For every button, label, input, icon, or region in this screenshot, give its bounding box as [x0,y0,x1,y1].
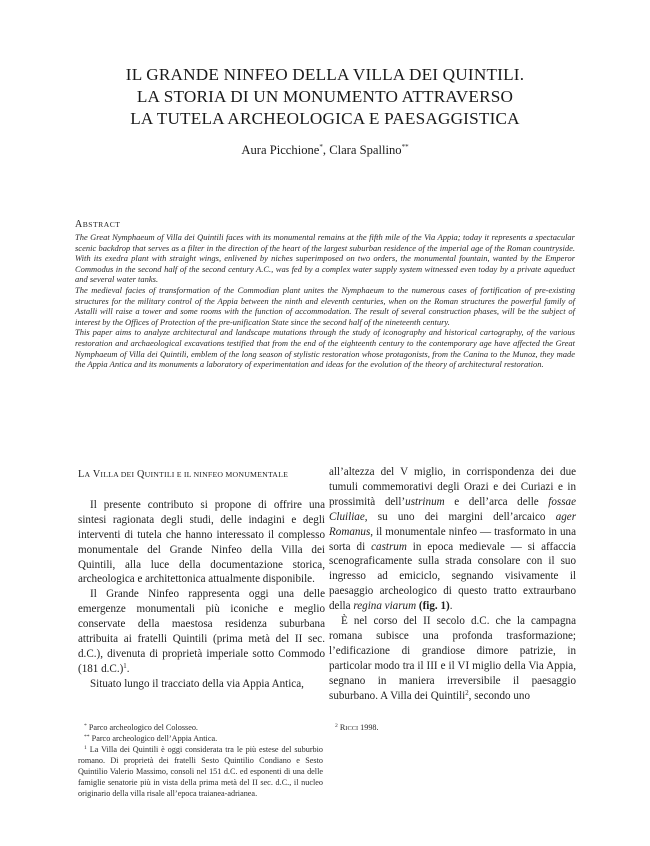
abstract-heading-rest: BSTRACT [82,220,121,229]
footnote: $^2$ RICCI 1998. [335,723,379,732]
title-line-1: IL GRANDE NINFEO DELLA VILLA DEI QUINTILI. [125,65,525,84]
body-paragraph-continued: all’altezza del V miglio, in corrispondenza dei due tumuli commemorativi degli Orazi e dei Curiazi e in prossimità dell’ustrinum e dell’arca delle fossae Cluiliae, su uno dei margini dell’arcaico ager Romanus, il monumentale ninfeo — trasformato in una sorta di castrum in epoca medievale — si affaccia scenograficamente sulla strada consolare con il suo ingresso ad emiciclo, segnando visivamente il paesaggio archeologico di questo tratto extraurbano della regina viarum (fig. 1). [329,466,577,613]
authors [60,143,590,158]
abstract-text [75,232,575,370]
author-name: Aura Picchione [241,143,320,157]
abstract-heading [75,219,120,230]
footnotes-right [329,722,576,734]
footnotes-left [78,722,323,799]
abstract-paragraph: The medieval facies of transformation of the Commodian plant unites the Nymphaeum to the numerous cases of fortification of pre-existing structures for the military control of the Appia between the ninth and eleventh centuries, when on the Roman structures the powerful family of Astalli will raise a tower and some rooms with the function of accommodation. The result of several construction phases, will be the subject of interest by the Offices of Protection of the pre-unification State since the second half of the nineteenth century. [75,284,575,327]
abstract-paragraph: The Great Nymphaeum of Villa dei Quintili faces with its monumental remains at the fifth mile of the Via Appia; today it represents a spectacular scenic backdrop that serves as a filter in the direction of the heart of the largest suburban residence of the imperial age of the Roman countryside. With its exedra plant with straight wings, enlivened by niches superimposed on two orders, the monumental fountain, wanted by the Emperor Commodus in the second half of the second century A.C., was fed by a complex water supply system witnessed even today by a private aqueduct and several water tanks. [75,232,575,285]
article-title [60,64,590,130]
body-paragraph: Il Grande Ninfeo rappresenta oggi una delle emergenze monumentali più iconiche e meglio conservate della maestosa residenza suburbana attribuita ai fratelli Quintili (prima metà del II sec. d.C.), divenuta di proprietà imperiale sotto Commodo (181 d.C.)$^1$. [78,588,325,675]
author-affiliation-mark: * [319,143,323,151]
body-column-right [329,465,576,704]
footnote: ** Parco archeologico dell’Appia Antica. [84,734,218,743]
abstract-paragraph: This paper aims to analyze architectural and landscape mutations through the study of iconography and historical cartography, of the various restoration and archaeological excavations testified that from the end of the eighteenth century to the contemporary age have affected the Great Nymphaeum of Villa dei Quintili, emblem of the long season of stylistic restoration whose protagonists, from the Canina to the Munoz, they made the Appia Antica and its monuments a laboratory of experimentation and ideas for the evolution of the theory of architectural restoration. [75,327,575,370]
footnote-ref[interactable]: 1 [123,662,127,670]
author-name: Clara Spallino [329,143,402,157]
footnote: * Parco archeologico del Colosseo. [84,723,198,732]
body-paragraph: È nel corso del II secolo d.C. che la campagna romana subisce una profonda trasformazione; l’edificazione di grandiose dimore patrizie, in particolar modo tra il III e il VI miglio della Via Appia, segnano in maniera irreversibile il paesaggio suburbano. A Villa dei Quintili$^2$, secondo uno [329,615,576,702]
author-separator: , [322,143,330,157]
abstract-heading-initial: A [75,219,83,230]
figure-ref[interactable]: (fig. 1) [418,600,450,613]
title-line-3: LA TUTELA ARCHEOLOGICA E PAESAGGISTICA [130,109,520,128]
section-heading: LA VILLA DEI QUINTILI E IL NINFEO MONUMENTALE [78,469,289,480]
title-line-2: LA STORIA DI UN MONUMENTO ATTRAVERSO [136,87,514,106]
author-affiliation-mark: ** [401,143,409,151]
body-paragraph: Situato lungo il tracciato della via Appia Antica, [90,677,304,690]
footnote-ref[interactable]: 2 [465,689,469,697]
body-column-left [78,468,325,692]
body-paragraph: Il presente contributo si propone di offrire una sintesi ragionata degli studi, delle indagini e degli interventi di tutela che hanno interessato il complesso monumentale del Grande Ninfeo della Villa dei Quintili, alla luce della documentazione storica, archeologica e architettonica attualmente disponibile. [78,498,325,586]
footnote: $^1$ La Villa dei Quintili è oggi considerata tra le più estese del suburbio romano. Di proprietà dei fratelli Sesto Quintilio Condiano e Sesto Quintilio Valerio Massimo, consoli nel 151 d.C. ed esponenti di una delle famiglie senatorie più in vista della prima metà del II sec. d.C., il nucleo originario della villa risale all’epoca traianea-adrianea. [78,745,324,798]
